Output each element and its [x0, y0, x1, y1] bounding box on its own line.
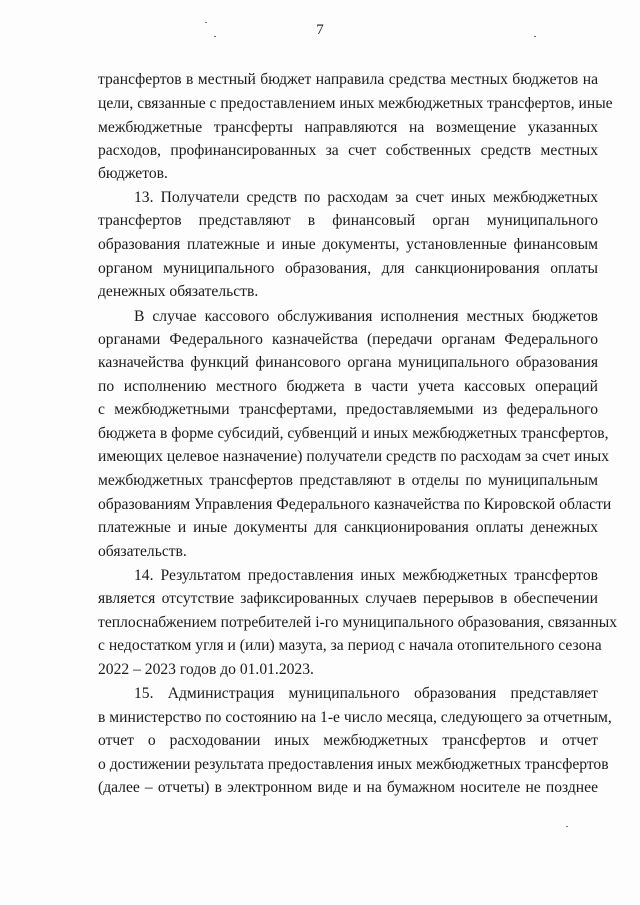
text-line: цели, связанные с предоставлением иных межбюджетных трансфертов, иные — [98, 95, 613, 112]
text-line: 14. Результатом предоставления иных межбюджетных трансфертов — [134, 567, 598, 584]
scan-speck — [566, 826, 568, 827]
text-line: платежные и иные документы для санкционирования оплаты денежных — [98, 519, 598, 536]
text-line: по исполнению местного бюджета в части учета кассовых операций — [98, 378, 598, 395]
text-line: образования платежные и иные документы, установленные финансовым — [98, 236, 598, 253]
text-line: денежных обязательств. — [98, 283, 259, 300]
text-line: бюджета в форме субсидий, субвенций и иных межбюджетных трансфертов, — [98, 425, 609, 442]
text-line: трансфертов в местный бюджет направила средства местных бюджетов на — [98, 71, 598, 88]
text-line: с межбюджетными трансфертами, предоставляемыми из федерального — [98, 401, 598, 418]
text-line: межбюджетных трансфертов представляют в отделы по муниципальным — [98, 472, 598, 489]
text-line: расходов, профинансированных за счет собственных средств местных — [98, 142, 598, 159]
scan-speck — [534, 36, 536, 37]
text-line: имеющих целевое назначение) получатели средств по расходам за счет иных — [98, 448, 610, 465]
text-line: с недостатком угля и (или) мазута, за период с начала отопительного сезона — [98, 637, 602, 654]
text-line: трансфертов представляют в финансовый орган муниципального — [98, 212, 598, 229]
text-line: о достижении результата предоставления иных межбюджетных трансфертов — [98, 756, 609, 773]
text-line: 15. Администрация муниципального образования представляет — [134, 685, 598, 702]
text-line: 13. Получатели средств по расходам за счет иных межбюджетных — [134, 189, 598, 206]
text-line: (далее – отчеты) в электронном виде и на бумажном носителе не позднее — [98, 779, 598, 796]
text-line: бюджетов. — [98, 165, 168, 182]
scan-speck — [205, 22, 207, 23]
text-line: межбюджетные трансферты направляются на возмещение указанных — [98, 119, 598, 136]
page-number: 7 — [316, 22, 324, 38]
text-line: обязательств. — [98, 543, 187, 560]
text-line: является отсутствие зафиксированных случаев перерывов в обеспечении — [98, 590, 598, 607]
scan-speck — [214, 36, 216, 37]
text-line: теплоснабжением потребителей i-го муниципального образования, связанных — [98, 614, 618, 631]
text-line: В случае кассового обслуживания исполнения местных бюджетов — [134, 308, 598, 325]
text-line: казначейства функций финансового органа муниципального образования — [98, 354, 598, 371]
text-line: образованиям Управления Федерального казначейства по Кировской области — [98, 496, 612, 513]
text-line: отчет о расходовании иных межбюджетных трансфертов и отчет — [98, 732, 598, 749]
text-line: в министерство по состоянию на 1-е число месяца, следующего за отчетным, — [98, 709, 612, 726]
text-line: 2022 – 2023 годов до 01.01.2023. — [98, 661, 314, 678]
text-line: органами Федерального казначейства (передачи органам Федерального — [98, 331, 598, 348]
text-line: органом муниципального образования, для санкционирования оплаты — [98, 260, 598, 277]
